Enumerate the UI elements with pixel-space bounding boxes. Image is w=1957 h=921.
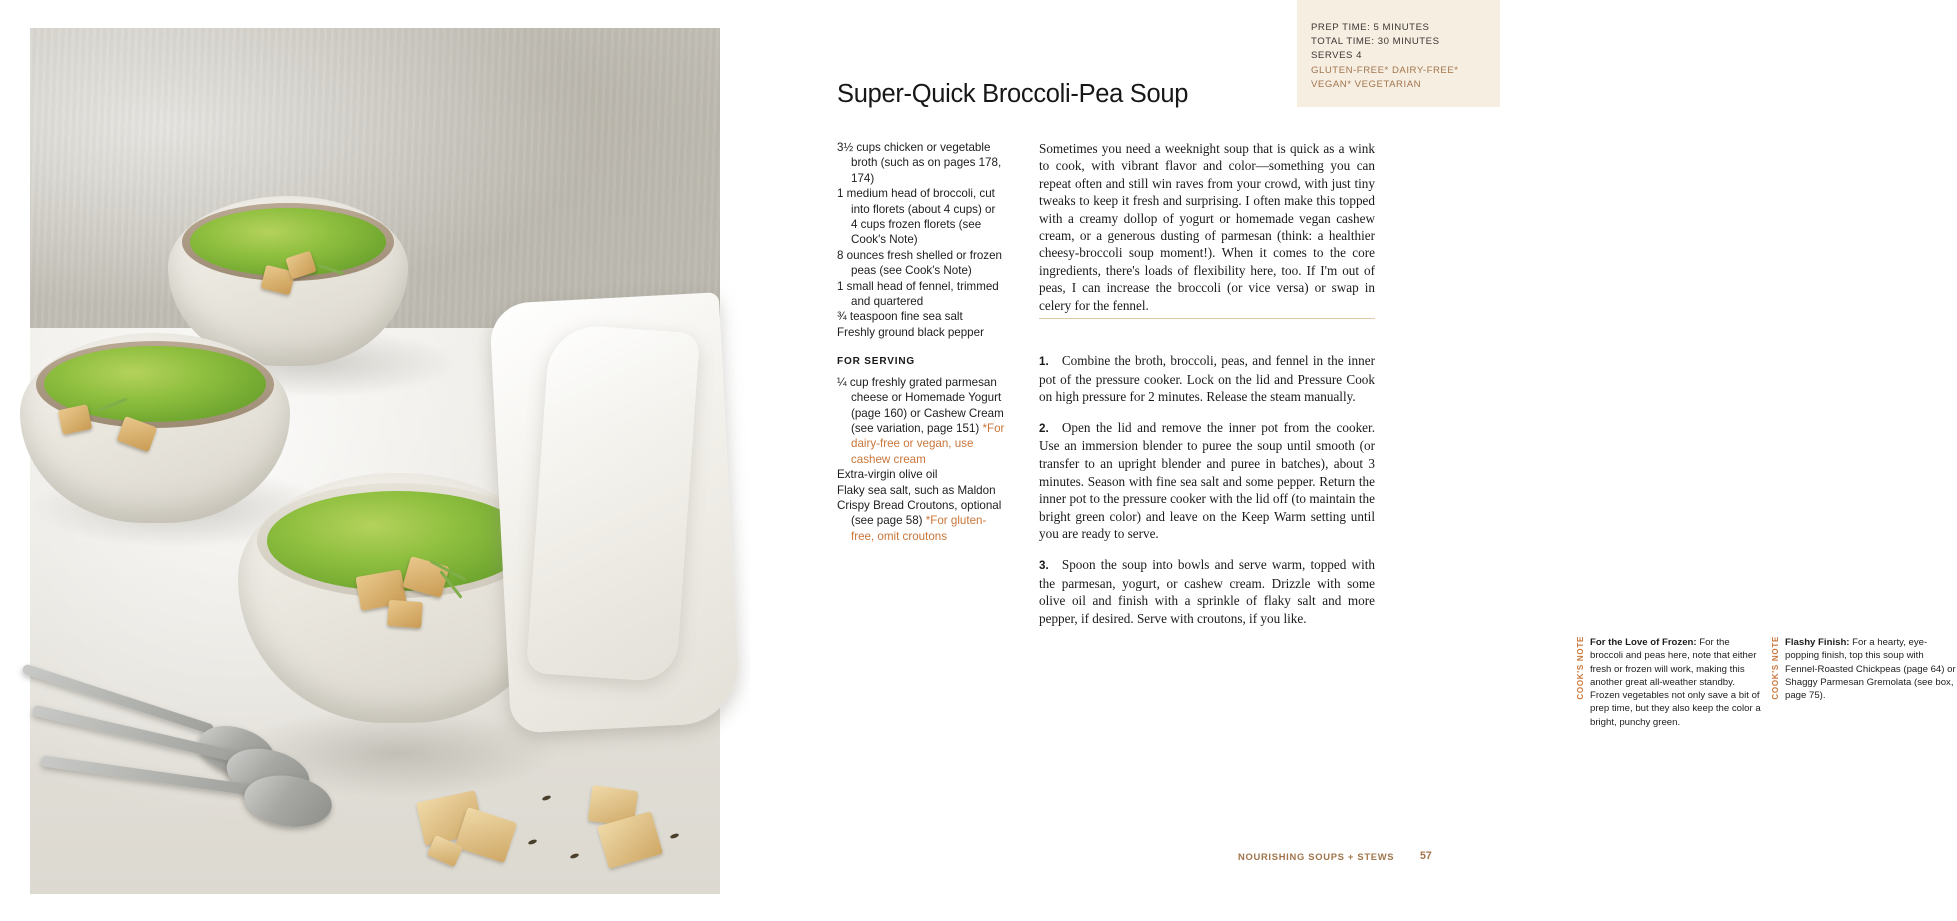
recipe-step: 1. Combine the broth, broccoli, peas, and fennel in the inner pot of the pressure cooker. Lock on the lid and Pressure Cook on high pressure for 2 minutes. Release the steam manually. xyxy=(1039,353,1375,405)
recipe-meta-box xyxy=(1297,0,1500,107)
divider-rule xyxy=(1039,318,1375,319)
ingredient-item xyxy=(837,279,1005,310)
ingredient-text: Freshly ground black pepper xyxy=(837,325,984,339)
chapter-footer: NOURISHING SOUPS + STEWS xyxy=(1238,851,1395,862)
recipe-step: 2. Open the lid and remove the inner pot from the cooker. Use an immersion blender to puree the soup until smooth (or transfer to an upright blender and puree in batches), about 3 minutes. Season with fine sea salt and some pepper. Return the inner pot to the pressure cooker with the lid off (to maintain the bright green color) and leave on the Keep Warm setting until you are ready to serve. xyxy=(1039,419,1375,542)
ingredient-note: *For gluten-free, omit croutons xyxy=(851,514,987,543)
ingredient-item xyxy=(837,186,1005,248)
cooks-note-label: COOK'S NOTE xyxy=(1771,636,1780,700)
ingredient-text: 1 medium head of broccoli, cut into florets (about 4 cups) or 4 cups frozen florets (see Cook's Note) xyxy=(837,187,996,247)
ingredient-note: *For dairy-free or vegan, use cashew cream xyxy=(851,421,1005,466)
recipe-steps xyxy=(1039,352,1375,640)
ingredient-text: 1 small head of fennel, trimmed and quartered xyxy=(837,279,999,309)
cooks-note-label: COOK'S NOTE xyxy=(1576,636,1585,700)
step-number: 3. xyxy=(1039,558,1049,572)
ingredient-text: Flaky sea salt, such as Maldon xyxy=(837,483,996,497)
ingredient-item xyxy=(837,248,1005,279)
cooks-note-title: For the Love of Frozen: xyxy=(1590,637,1697,648)
recipe-step: 3. Spoon the soup into bowls and serve warm, topped with the parmesan, yogurt, or cashew cream. Drizzle with some olive oil and finish with a sprinkle of flaky salt and more pepper, if desired. Serve with croutons, if you like. xyxy=(1039,556,1375,626)
cooks-note-frozen xyxy=(1576,636,1762,729)
ingredient-text: Crispy Bread Croutons, optional (see page 58) *For gluten-free, omit croutons xyxy=(837,498,1002,543)
ingredient-text: ¼ cup freshly grated parmesan cheese or Homemade Yogurt (page 160) or Cashew Cream (see variation, page 151) *For dairy-free or vegan, use cashew cream xyxy=(837,375,1005,466)
ingredient-text: ¾ teaspoon fine sea salt xyxy=(837,310,963,324)
recipe-text-page xyxy=(750,0,1956,921)
photo-page xyxy=(0,0,750,921)
page-number: 57 xyxy=(1420,850,1432,862)
cooks-note-title: Flashy Finish: xyxy=(1785,637,1850,648)
for-serving-list xyxy=(837,375,1005,544)
recipe-headnote: Sometimes you need a weeknight soup that is quick as a wink to cook, with vibrant flavor and color—something you can repeat often and still win raves from your crowd, with just tiny tweaks to keep it fresh and surprising. I often make this topped with a creamy dollop of yogurt or homemade vegan cashew cream, or a generous dusting of parmesan (think: a healthier cheesy-broccoli soup moment!). When it comes to the core ingredients, there's loads of flexibility here, too. If I'm out of peas, I can increase the broccoli (or vice versa) or swap in celery for the fennel. xyxy=(1039,141,1375,313)
ingredient-item xyxy=(837,483,1005,498)
ingredient-item xyxy=(837,140,1005,186)
ingredient-text: 8 ounces fresh shelled or frozen peas (see Cook's Note) xyxy=(837,248,1002,278)
ingredient-item xyxy=(837,325,1005,340)
cooks-note-flashy-finish xyxy=(1771,636,1957,702)
ingredient-item xyxy=(837,498,1005,544)
serves: SERVES 4 xyxy=(1311,50,1362,62)
ingredient-item xyxy=(837,309,1005,324)
diet-tags-line-1: GLUTEN-FREE* DAIRY-FREE* xyxy=(1311,64,1459,76)
ingredient-text: 3½ cups chicken or vegetable broth (such as on pages 178, 174) xyxy=(837,141,1002,185)
step-number: 1. xyxy=(1039,355,1049,368)
recipe-photo xyxy=(30,28,720,894)
cooks-note-body: For the broccoli and peas here, note that either fresh or frozen will work, making this another great all-weather standby. Frozen vegetables not only save a bit of prep time, but they also keep the color a bright, punchy green. xyxy=(1590,637,1761,728)
ingredients-list xyxy=(837,140,1005,340)
prep-time: PREP TIME: 5 MINUTES xyxy=(1311,22,1430,33)
ingredient-text: Extra-virgin olive oil xyxy=(837,468,938,482)
step-number: 2. xyxy=(1039,421,1049,435)
cooks-note-body: For a hearty, eye-popping finish, top this soup with Fennel-Roasted Chickpeas (page 64) or Shaggy Parmesan Gremolata (see box, page 75). xyxy=(1785,637,1956,702)
total-time: TOTAL TIME: 30 MINUTES xyxy=(1311,36,1440,48)
ingredients-column xyxy=(837,140,1005,544)
page-title: Super-Quick Broccoli-Pea Soup xyxy=(837,80,1189,109)
crouton xyxy=(58,404,93,435)
ingredient-item xyxy=(837,375,1005,467)
ingredient-item xyxy=(837,467,1005,482)
for-serving-heading: FOR SERVING xyxy=(837,356,916,368)
crouton xyxy=(387,600,423,628)
diet-tags-line-2: VEGAN* VEGETARIAN xyxy=(1311,78,1422,90)
linen-napkin-fold xyxy=(526,323,700,683)
